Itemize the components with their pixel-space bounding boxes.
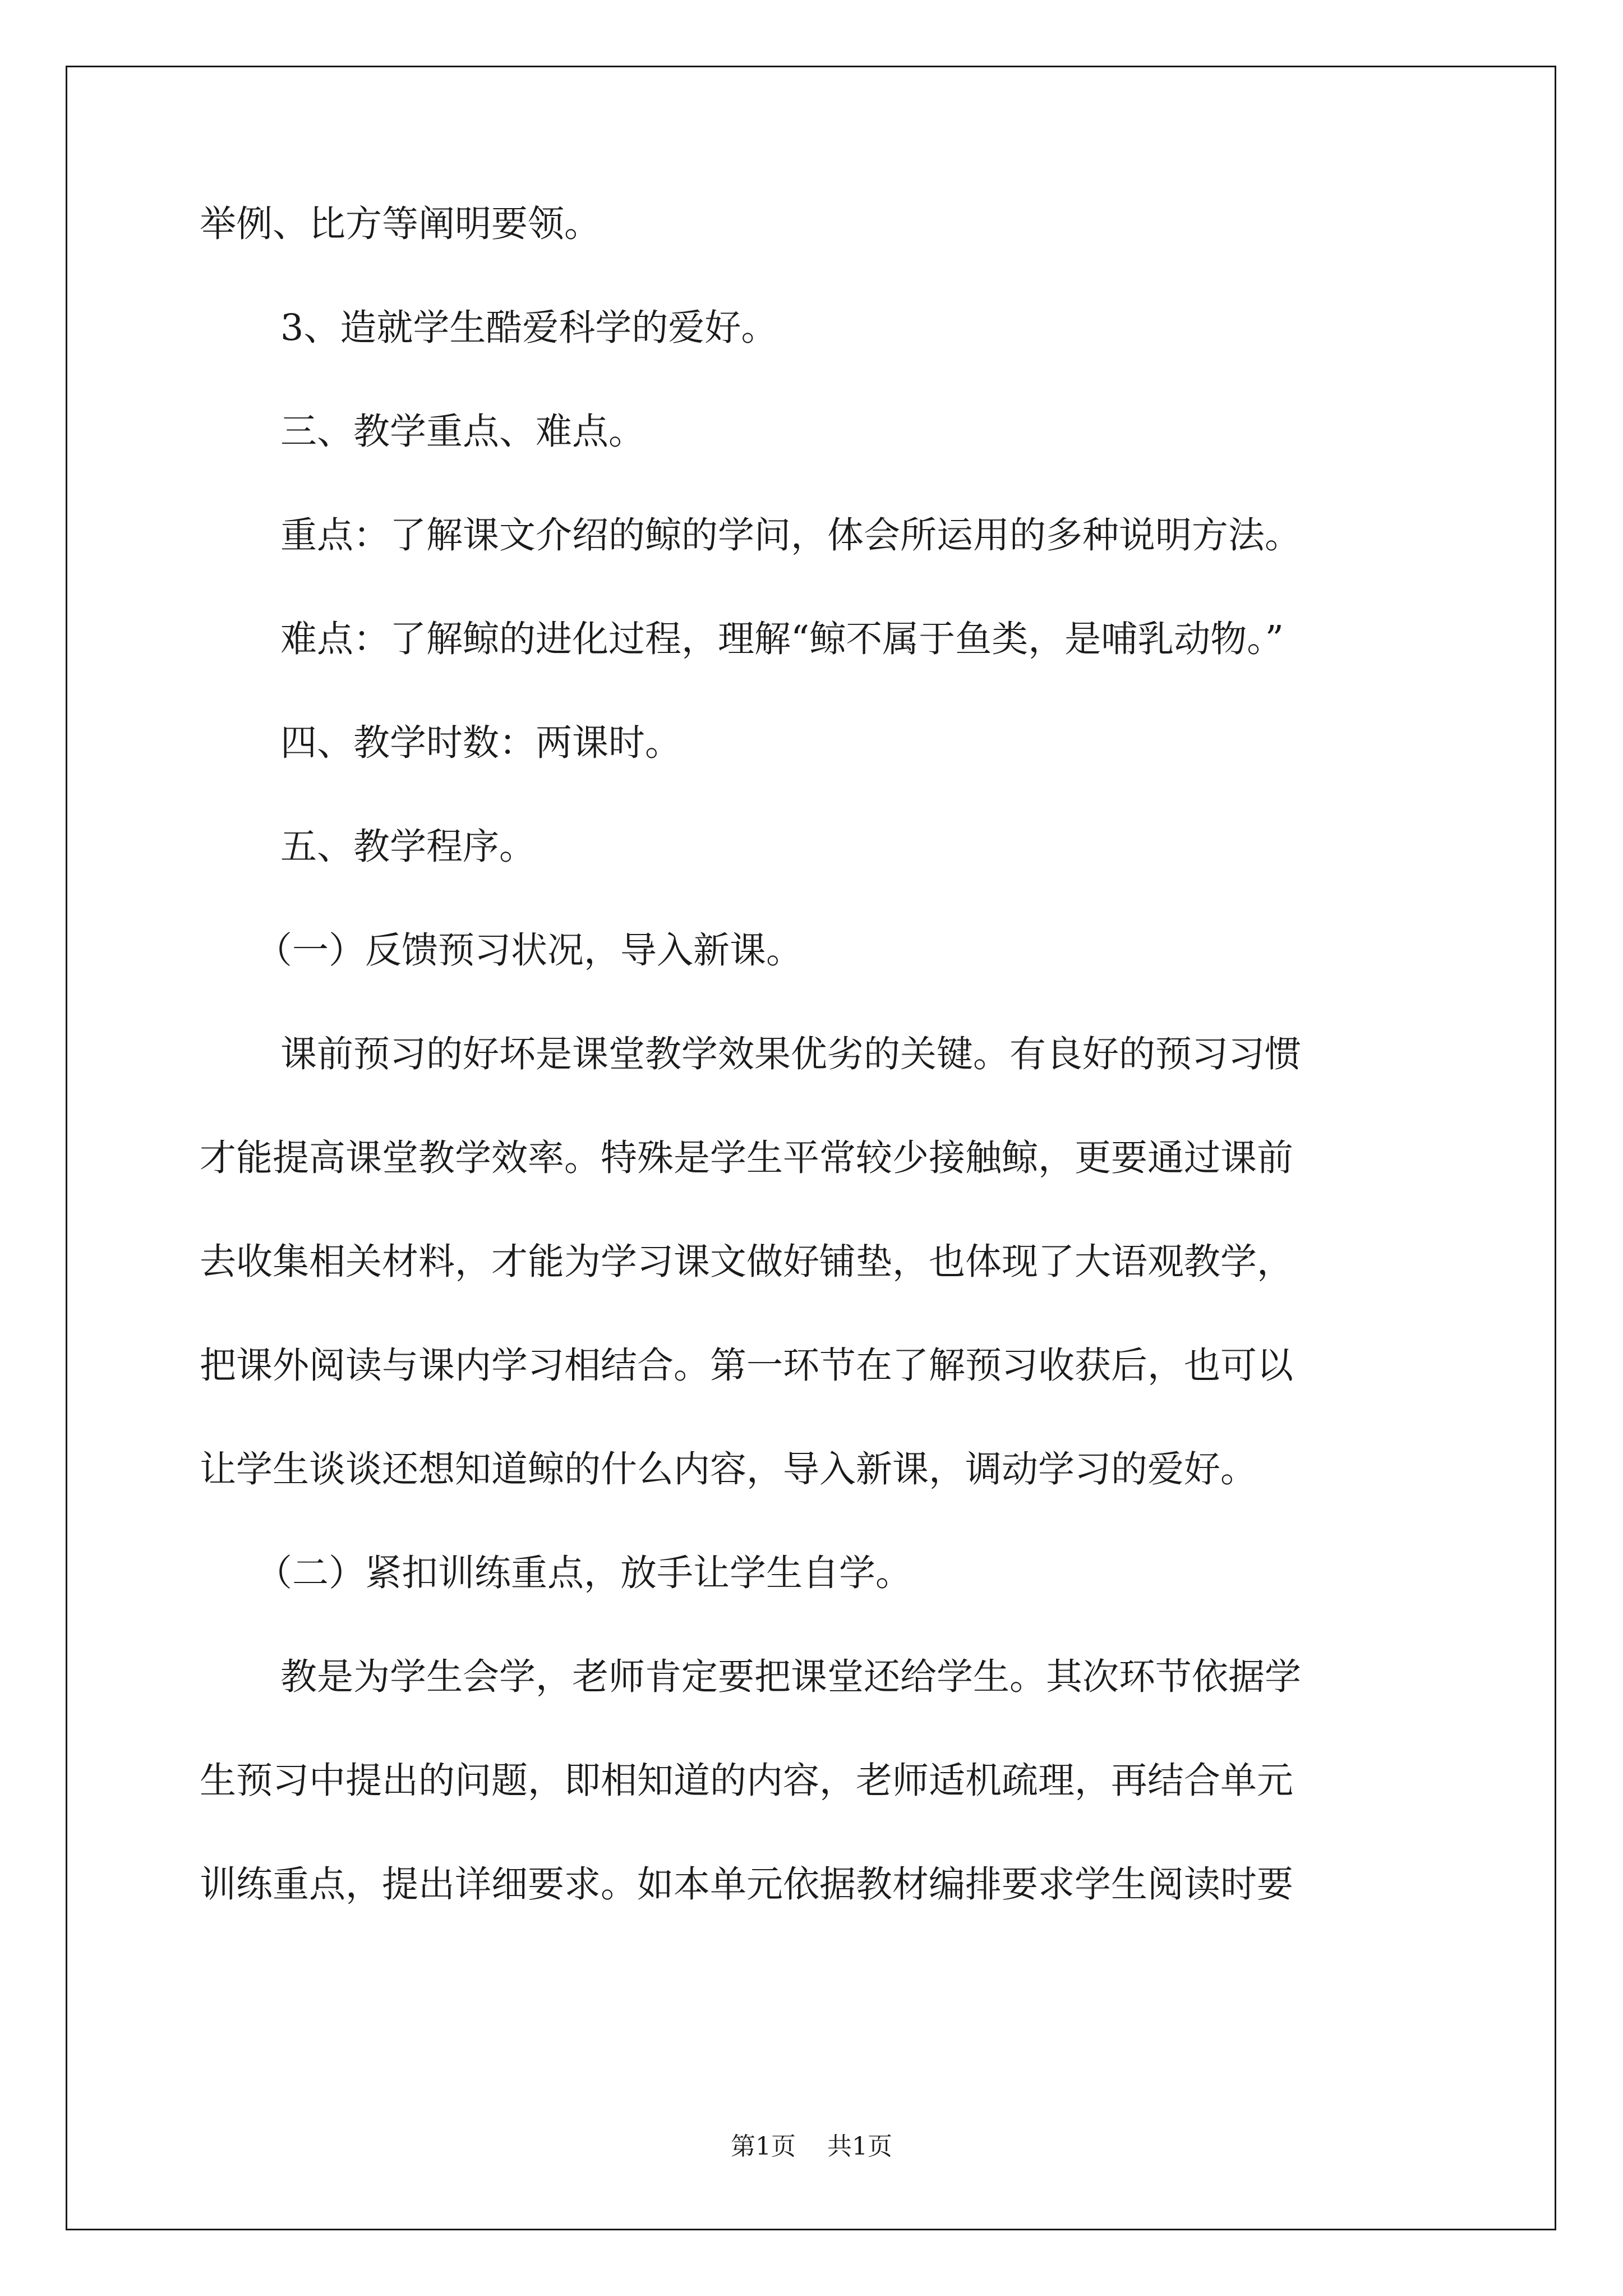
page-footer xyxy=(0,2130,1623,2164)
text-line-2: 3、造就学生酷爱科学的爱好。 xyxy=(280,307,778,349)
subheading-2: （二）紧扣训练重点，放手让学生自学。 xyxy=(256,1552,912,1594)
paragraph-2-line-1: 教是为学生会学，老师肯定要把课堂还给学生。其次环节依据学 xyxy=(280,1656,1302,1698)
text-line-key-point: 重点：了解课文介绍的鲸的学问，体会所运用的多种说明方法。 xyxy=(280,514,1302,556)
paragraph-1-line-5: 让学生谈谈还想知道鲸的什么内容，导入新课，调动学习的爱好。 xyxy=(200,1448,1257,1490)
text-line-difficulty: 难点：了解鲸的进化过程，理解“鲸不属于鱼类，是哺乳动物。” xyxy=(280,618,1284,660)
text-line-1: 举例、比方等阐明要领。 xyxy=(200,203,601,245)
page-number-total: 共1页 xyxy=(827,2132,892,2161)
subheading-1: （一）反馈预习状况，导入新课。 xyxy=(256,930,803,972)
paragraph-1-line-1: 课前预习的好坏是课堂教学效果优劣的关键。有良好的预习习惯 xyxy=(280,1033,1302,1075)
section-heading-5: 五、教学程序。 xyxy=(280,826,536,868)
paragraph-2-line-3: 训练重点，提出详细要求。如本单元依据教材编排要求学生阅读时要 xyxy=(200,1864,1294,1906)
paragraph-1-line-3: 去收集相关材料，才能为学习课文做好铺垫，也体现了大语观教学， xyxy=(200,1241,1294,1283)
paragraph-1-line-2: 才能提高课堂教学效率。特殊是学生平常较少接触鲸，更要通过课前 xyxy=(200,1137,1294,1179)
paragraph-1-line-4: 把课外阅读与课内学习相结合。第一环节在了解预习收获后，也可以 xyxy=(200,1345,1294,1387)
page-number-current: 第1页 xyxy=(731,2132,796,2161)
paragraph-2-line-2: 生预习中提出的问题，即相知道的内容，老师适机疏理，再结合单元 xyxy=(200,1760,1294,1802)
section-heading-3: 三、教学重点、难点。 xyxy=(280,411,645,453)
section-heading-4: 四、教学时数：两课时。 xyxy=(280,722,682,764)
